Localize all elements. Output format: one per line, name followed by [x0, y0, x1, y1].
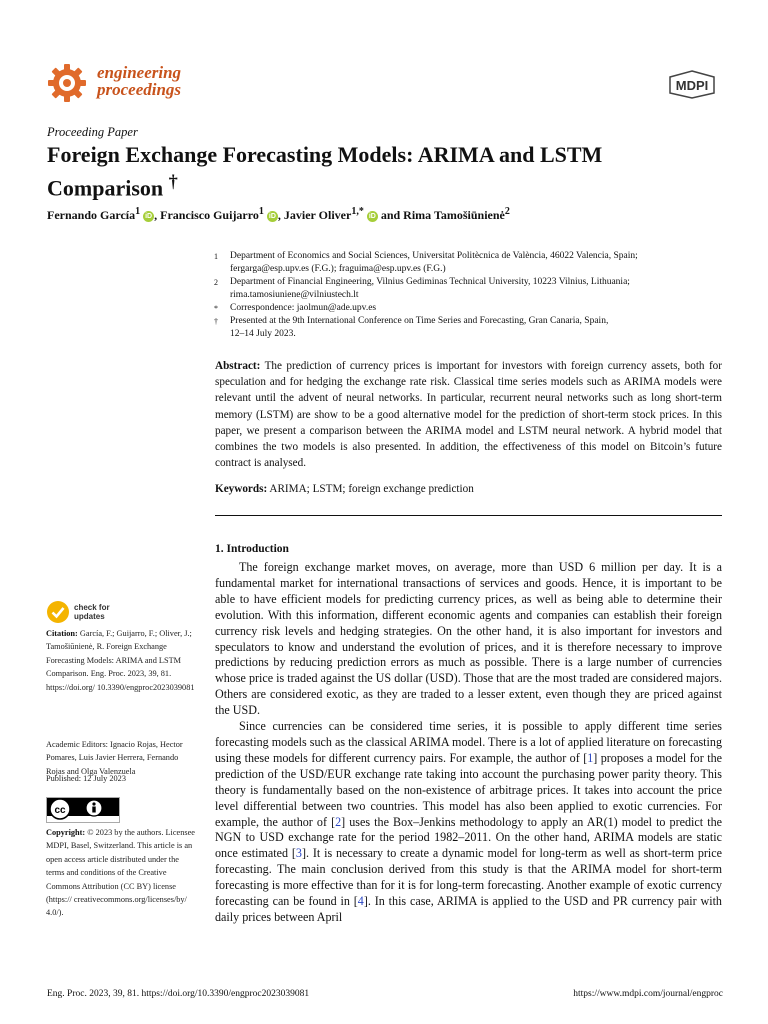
author-name: Javier Oliver: [283, 208, 352, 222]
abstract: [215, 358, 722, 471]
copyright-block: Copyright: © 2023 by the authors. Licensee MDPI, Basel, Switzerland. This article is an open access article distributed under the terms and conditions of the Creative Commons Attribution (CC BY) license (https:// creativecommons.org/licenses/by/ 4.0/).: [46, 828, 195, 918]
citation-link[interactable]: 4: [357, 894, 364, 909]
paragraph: The foreign exchange market moves, on average, more than USD 6 million per day. It is a fundamental market for international transactions of services and goods. Hence, it is important to be able to have efficient models for predicting currency prices, as well as being able to determine their evolution. With this information, different economic agents and companies can establish their foreign currency risk levels and hedging strategies. On the other hand, it is also important for investors and speculators to know and understand the evolution of prices, and it is therefore necessary to improve predictions by reducing prediction errors as much as possible. There is a large number of currencies whose price is traded against the US dollar (USD). Those that are the most traded are considered majors. Others are considered exotic, as they are traded to a lesser extent, even though they are priced against the USD.: [215, 560, 722, 718]
keywords: [215, 483, 722, 495]
affiliations: 1 Department of Economics and Social Sciences, Universitat Politècnica de València, 46022 Valencia, Spain; fergarga@esp.upv.es (F.G.); fraguima@esp.upv.es (F.G.) 2 Department of Financial Engineering, Vilnius Gediminas Technical University, 10223 Vilnius, Lithuania; rima.tamosiuniene@vilniustech.lt * Correspondence: jaolmun@ade.upv.es † Presented at the 9th International Conference on Time Series and Forecasting, Gran Canaria, Spain, 12–14 July 2023.: [214, 251, 638, 339]
journal-name: engineering proceedings: [97, 63, 182, 99]
orcid-icon[interactable]: iD: [368, 213, 376, 220]
published-date: Published: 12 July 2023: [46, 774, 126, 783]
affiliation-line: Department of Economics and Social Sciences, Universitat Politècnica de València, 46022 Valencia, Spain;: [230, 251, 638, 261]
page-footer: [47, 989, 723, 999]
citation-link[interactable]: 1: [587, 750, 594, 765]
divider: [215, 515, 722, 516]
affiliation-line: Department of Financial Engineering, Vilnius Gediminas Technical University, 10223 Vilnius, Lithuania;: [230, 277, 630, 287]
keywords-text: ARIMA; LSTM; foreign exchange prediction: [269, 483, 474, 495]
author-name: Rima Tamošiūnienė: [403, 208, 505, 222]
citation-block: Citation: García, F.; Guijarro, F.; Oliver, J.; Tamošiūnienė, R. Foreign Exchange Forecasting Models: ARIMA and LSTM Comparison. Eng. Proc. 2023, 39, 81. https://doi.org/ 10.3390/engproc2023039081: [46, 629, 195, 692]
svg-text:MDPI: MDPI: [675, 78, 709, 93]
title-footnote-mark: †: [168, 171, 178, 191]
affiliation-line: 12–14 July 2023.: [230, 329, 296, 339]
footer-citation: Eng. Proc. 2023, 39, 81. https://doi.org/10.3390/engproc2023039081: [47, 989, 310, 999]
affiliation-line: Presented at the 9th International Conference on Time Series and Forecasting, Gran Canaria, Spain,: [230, 316, 609, 326]
affiliation-line: fergarga@esp.upv.es (F.G.); fraguima@esp.upv.es (F.G.): [230, 264, 446, 274]
keywords-label: Keywords:: [215, 483, 268, 495]
check-for-updates-icon: [46, 600, 70, 624]
orcid-icon[interactable]: iD: [145, 213, 153, 220]
academic-editors: Academic Editors: Ignacio Rojas, Hector Pomares, Luis Javier Herrera, Fernando Rojas and Olga Valenzuela: [46, 740, 183, 776]
author-name: Fernando García: [47, 208, 136, 222]
cc-by-license-icon: [46, 797, 120, 823]
body-text: [215, 560, 722, 926]
footer-journal-url[interactable]: https://www.mdpi.com/journal/engproc: [573, 989, 723, 999]
paragraph: Since currencies can be considered time series, it is possible to apply different time series forecasting models such as the classical ARIMA model. There is a lot of applied literature on forecasting using these models for different currency pairs. For example, the author of [1] proposes a model for the prediction of the USD/EUR exchange rate taking into account the purchasing power parity theory. This theory is fundamentally based on the non-existence of arbitrage prices. It takes into account the price level differential between two countries. This model has also been applied to exotic currencies. For example, the author of [2] uses the Box–Jenkins methodology to apply an AR(1) model to predict the NGN to USD exchange rate for the period 1982–2011. On the other hand, ARIMA models are static once estimated [3]. It is necessary to create a dynamic model for long-term as well as short-term price forecasting. The main conclusion derived from this study is that the ARIMA model for short-term forecasting is more effective than for it is for long-term forecasting. Another example of exotic currency forecasting can be found in [4]. In this case, ARIMA is applied to the USD and PR currency pair with daily prices between April: [215, 719, 722, 924]
svg-text:cc: cc: [54, 805, 66, 816]
abstract-text: The prediction of currency prices is important for investors with foreign currency assets, both for speculation and for hedging the exchange rate risk. Classical time series models such as ARIMA models were relevant until the advent of neural networks. In particular, recurrent neural networks such as long short-term memory (LSTM) are show to be a good alternative model for the prediction of short-term stock prices. In this paper, we present a comparison between the ARIMA model and LSTM neural network. A hybrid model that combines the two models is also presented. In addition, the effectiveness of this model on Bitcoin’s future contract is analysed.: [215, 360, 722, 470]
paper-title: Foreign Exchange Forecasting Models: ARIMA and LSTM Comparison †: [47, 142, 603, 201]
journal-logo-icon: [46, 62, 88, 104]
citation-link[interactable]: 2: [335, 814, 342, 829]
author-name: Francisco Guijarro: [160, 208, 259, 222]
section-heading: 1. Introduction: [215, 543, 289, 555]
abstract-label: Abstract:: [215, 360, 261, 372]
orcid-icon[interactable]: iD: [268, 213, 276, 220]
citation-link[interactable]: 3: [295, 846, 302, 861]
author-list: Fernando García$^1$ iD , Francisco Guijarro$^1$ iD , Javier Oliver$^{1,*}$ iD and Rima Tamošiūnienė$^2$: [47, 206, 510, 222]
paper-type: Proceeding Paper: [47, 125, 138, 139]
correspondence-line: Correspondence: jaolmun@ade.upv.es: [230, 303, 377, 313]
mdpi-logo-icon: [662, 69, 722, 99]
affiliation-line: rima.tamosiuniene@vilniustech.lt: [230, 290, 359, 300]
check-for-updates-button[interactable]: check for updates: [46, 600, 110, 624]
